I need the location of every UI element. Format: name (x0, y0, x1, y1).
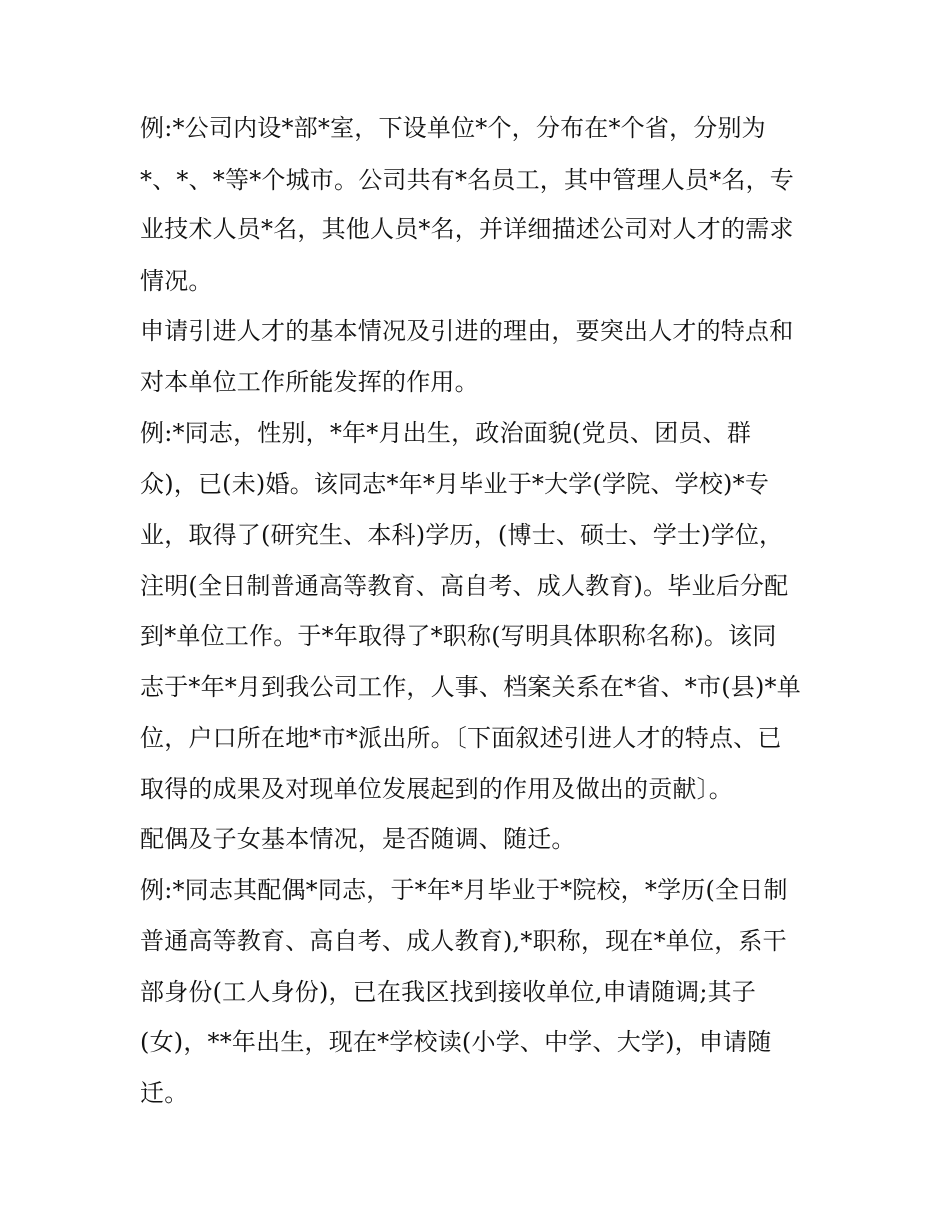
text-line: 位，户口所在地*市*派出所。〔下面叙述引进人才的特点、已 (140, 724, 782, 752)
text-line: 配偶及子女基本情况，是否随调、随迁。 (140, 825, 576, 853)
text-line: 申请引进人才的基本情况及引进的理由，要突出人才的特点和 (140, 317, 794, 345)
text-line: 众)，已(未)婚。该同志*年*月毕业于*大学(学院、学校)*专 (140, 470, 770, 498)
text-line: 取得的成果及对现单位发展起到的作用及做出的贡献〕。 (140, 775, 733, 803)
text-line: 业技术人员*名，其他人员*名，并详细描述公司对人才的需求 (140, 215, 794, 243)
text-line: 例:*同志其配偶*同志，于*年*月毕业于*院校，*学历(全日制 (140, 876, 788, 904)
text-line: 迁。 (140, 1079, 189, 1107)
text-line: 志于*年*月到我公司工作，人事、档案关系在*省、*市(县)*单 (140, 673, 801, 701)
text-line: 对本单位工作所能发挥的作用。 (140, 368, 479, 396)
text-line: 情况。 (140, 267, 213, 295)
text-line: *、*、*等*个城市。公司共有*名员工，其中管理人员*名，专 (140, 166, 794, 194)
text-line: 到*单位工作。于*年取得了*职称(写明具体职称名称)。该同 (140, 622, 777, 650)
text-line: (女)，**年出生，现在*学校读(小学、中学、大学)，申请随 (140, 1028, 772, 1056)
text-line: 例:*同志，性别，*年*月出生，政治面貌(党员、团员、群 (140, 419, 752, 447)
text-line: 部身份(工人身份)，已在我区找到接收单位,申请随调;其子 (140, 978, 757, 1006)
text-line: 业，取得了(研究生、本科)学历，(博士、硕士、学士)学位， (140, 521, 784, 549)
text-line: 例:*公司内设*部*室，下设单位*个，分布在*个省，分别为 (140, 114, 766, 142)
text-line: 注明(全日制普通高等教育、高自考、成人教育)。毕业后分配 (140, 572, 789, 600)
text-line: 普通高等教育、高自考、成人教育),*职称，现在*单位，系干 (140, 927, 787, 955)
